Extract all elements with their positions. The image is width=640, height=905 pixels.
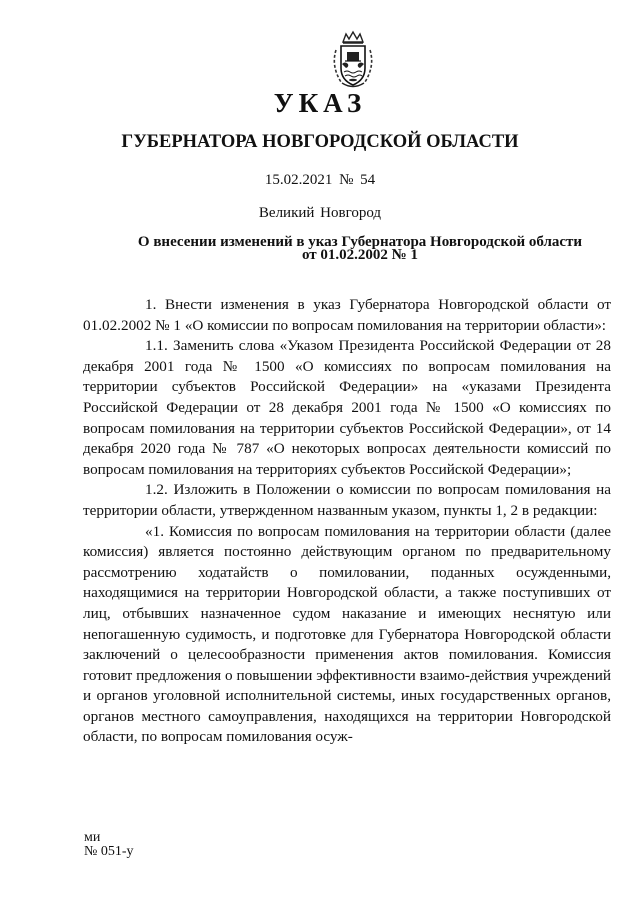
document-heading [80, 236, 640, 262]
coat-of-arms-icon [327, 30, 379, 90]
document-footer [84, 831, 134, 859]
document-subtitle: ГУБЕРНАТОРА НОВГОРОДСКОЙ ОБЛАСТИ [121, 132, 519, 152]
paragraph: 1. Внести изменения в указ Губернатора Новгородской области от 01.02.2002 № 1 «О комиссии по вопросам помилования на территории области»: [83, 296, 611, 334]
paragraph: «1. Комиссия по вопросам помилования на территории области (далее комиссия) является постоянно действующим органом по предварительному рассмотрению ходатайств о помиловании, поданных осужденными, находящимися на территории Новгородской области, а также поступивших от лиц, отбывших назначенное судом наказание и имеющих неснятую или непогашенную судимость, и подготовке для Губернатора Новгородской области заключений о целесообразности применения актов помилования. Комиссия готовит предложения о повышении эффективности взаимо-действия учреждений и органов уголовной исполнительной системы, иных государственных органов, органов местного самоуправления, находящихся на территории Новгородской области, по вопросам помилования осуж- [83, 522, 611, 746]
document-date: 15.02.2021 [264, 172, 333, 188]
paragraph: 1.2. Изложить в Положении о комиссии по вопросам помилования на территории области, утвержденном названным указом, пункты 1, 2 в редакции: [83, 481, 611, 519]
document-title: УКАЗ [273, 88, 367, 118]
form-number: № 051-у [84, 844, 134, 859]
document-body [83, 295, 611, 748]
executor-initials: ми [84, 830, 101, 845]
document-number: 54 [360, 172, 376, 188]
heading-line-1: О внесении изменений в указ Губернатора Новгородской области [137, 234, 583, 250]
paragraph: 1.1. Заменить слова «Указом Президента Российской Федерации от 28 декабря 2001 года № 1500 «О комиссиях по вопросам помилования на территории субъектов Российской Федерации» на «указами Президента Российской Федерации от 28 декабря 2001 года № 1500 «О комиссиях по вопросам помилования на территории субъектов Российской Федерации», от 14 декабря 2020 года № 787 «О некоторых вопросах деятельности комиссий по вопросам помилования на территориях субъектов Российской Федерации»; [83, 337, 611, 478]
number-sign: № [339, 172, 354, 188]
heading-line-2: от 01.02.2002 № 1 [302, 247, 418, 263]
place-of-issue: Великий Новгород [258, 205, 382, 221]
date-number-line [0, 172, 640, 189]
